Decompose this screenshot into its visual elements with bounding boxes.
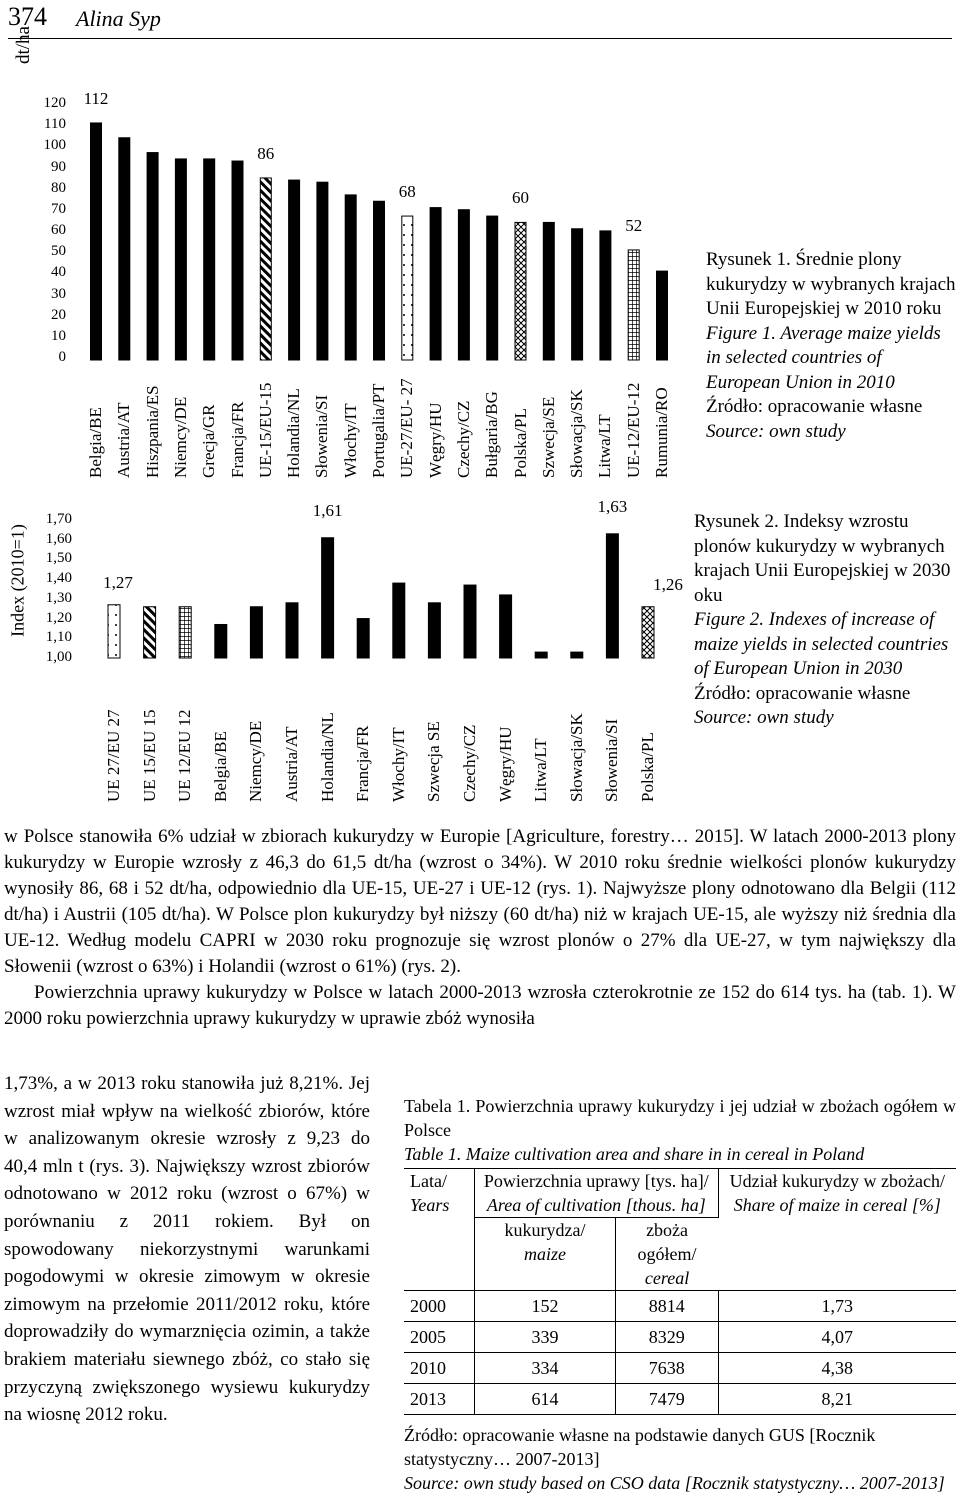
y-tick-label: 40 xyxy=(51,264,66,281)
table-header-cereal xyxy=(616,1218,719,1291)
bars-plot xyxy=(80,496,700,680)
data-label: 112 xyxy=(83,88,109,108)
bar-belgia-be xyxy=(91,123,102,360)
y-tick-label: 1,00 xyxy=(45,649,72,665)
bar-słowacja-sk xyxy=(571,652,583,658)
bar-słowenia-si xyxy=(606,534,618,658)
bar-polska-pl xyxy=(642,607,654,658)
bar-litwa-lt xyxy=(535,652,547,658)
y-tick-label: 90 xyxy=(51,158,66,175)
figure-2-source-pl: Źródło: opracowanie własne xyxy=(694,682,911,704)
y-tick-label: 80 xyxy=(51,179,66,196)
bar-włochy-it xyxy=(393,583,405,658)
y-tick-label: 1,60 xyxy=(45,530,72,547)
x-category-label: Słowacja/SK xyxy=(567,389,587,478)
header-year-pl: Lata/ xyxy=(410,1171,447,1191)
table-1-source-en: Source: own study based on CSO data [Rocznik statystyczny… 2007-2013] xyxy=(404,1473,945,1493)
page-number: 374 xyxy=(8,2,47,31)
data-label: 68 xyxy=(398,182,416,202)
y-axis-title: dt/ha xyxy=(13,26,34,64)
header-maize-pl: kukurydza/ xyxy=(504,1220,586,1240)
bar-francja-fr xyxy=(232,161,243,360)
header-cereal-en: cereal xyxy=(644,1268,690,1288)
x-category-label: UE-15/EU-15 xyxy=(255,382,275,478)
y-tick-label: 30 xyxy=(51,285,66,302)
bar-niemcy-de xyxy=(175,159,186,360)
y-tick-label: 1,20 xyxy=(45,609,72,626)
data-label: 1,26 xyxy=(653,574,683,594)
x-category-label: Słowenia/SI xyxy=(602,718,622,802)
x-category-label: UE-27/EU- 27 xyxy=(397,378,417,478)
header-area-en: Area of cultivation [thous. ha] xyxy=(486,1195,706,1215)
bar-grecja-gr xyxy=(204,159,215,360)
header-share-pl: Udział kukurydzy w zbożach/ xyxy=(729,1171,945,1191)
x-category-label: Holandia/NL xyxy=(317,712,337,802)
y-tick-label: 1,70 xyxy=(45,511,72,527)
y-tick-label: 20 xyxy=(51,306,66,323)
x-category-label: Włochy/IT xyxy=(340,403,360,478)
x-category-label: Litwa/LT xyxy=(531,738,551,802)
y-tick-label: 50 xyxy=(51,243,66,260)
x-category-label: Austria/AT xyxy=(282,726,301,802)
page-header xyxy=(8,0,952,39)
table-header-share xyxy=(718,1169,956,1291)
data-label: 60 xyxy=(512,188,529,208)
header-cereal-pl: zboża ogółem/ xyxy=(637,1220,697,1264)
x-category-label: Węgry/HU xyxy=(495,726,515,802)
y-tick-label: 1,30 xyxy=(45,589,72,606)
data-label: 1,27 xyxy=(103,572,133,592)
x-category-label: Litwa/LT xyxy=(595,414,615,478)
x-category-label: Polska/PL xyxy=(510,408,530,478)
y-tick-label: 0 xyxy=(58,349,66,365)
table-row xyxy=(404,1291,956,1322)
table-header-maize xyxy=(475,1218,616,1291)
y-tick-label: 120 xyxy=(43,95,66,111)
x-category-label: Słowacja/SK xyxy=(566,713,586,802)
cell-cereal: 7638 xyxy=(616,1353,719,1384)
x-category-label: Francja/FR xyxy=(353,725,373,802)
bar-szwecja-se xyxy=(543,222,554,360)
data-label: 52 xyxy=(625,215,643,235)
x-category-label: Grecja/GR xyxy=(199,404,219,478)
figure-2-source-en: Source: own study xyxy=(694,707,834,728)
header-area-pl: Powierzchnia uprawy [tys. ha]/ xyxy=(483,1171,709,1191)
bar-czechy-cz xyxy=(464,585,476,658)
bar-litwa-lt xyxy=(600,231,611,360)
y-tick-label: 1,10 xyxy=(45,629,72,646)
x-category-label: Czechy/CZ xyxy=(460,724,479,802)
y-tick-label: 70 xyxy=(51,200,66,217)
bar-słowenia-si xyxy=(317,182,328,360)
bar-bułgaria-bg xyxy=(487,216,498,360)
x-category-label: Francja/FR xyxy=(227,401,247,478)
bar-ue-15-eu-15 xyxy=(260,178,271,360)
x-category-label: UE 15/EU 15 xyxy=(139,709,159,802)
y-tick-label: 10 xyxy=(51,327,66,344)
running-author: Alina Syp xyxy=(76,6,161,31)
bar-niemcy-de xyxy=(250,607,262,658)
x-category-label: Belgia/BE xyxy=(210,731,230,802)
bar-węgry-hu xyxy=(500,595,512,658)
body-paragraph-2-column xyxy=(4,1070,370,1429)
y-tick-label: 60 xyxy=(51,222,66,238)
cell-year: 2010 xyxy=(404,1353,475,1384)
figure-2-caption-en: Figure 2. Indexes of increase of maize yields in selected countries of European Union in 2030 xyxy=(694,609,949,679)
body-paragraph-1 xyxy=(4,824,956,1032)
cell-cereal: 7479 xyxy=(616,1384,719,1415)
table-row xyxy=(404,1322,956,1353)
y-tick-label: 1,50 xyxy=(45,550,72,567)
bar-ue-12-eu-12 xyxy=(628,250,639,360)
cell-share: 8,21 xyxy=(718,1384,956,1415)
table-1-title-en: Table 1. Maize cultivation area and share in in cereal in Poland xyxy=(404,1144,865,1164)
x-category-label: Włochy/IT xyxy=(388,727,408,802)
x-category-label: Niemcy/DE xyxy=(170,396,190,478)
cell-year: 2013 xyxy=(404,1384,475,1415)
bar-holandia-nl xyxy=(322,538,334,658)
figure-1-source-pl: Źródło: opracowanie własne xyxy=(706,396,923,417)
data-label: 86 xyxy=(257,143,275,163)
figure-2-caption-pl: Rysunek 2. Indeksy wzrostu plonów kukurydzy w wybranych krajach Unii Europejskiej w 2030 oku xyxy=(694,511,951,606)
x-category-label: UE 12/EU 12 xyxy=(175,709,195,802)
header-share-en: Share of maize in cereal [%] xyxy=(733,1195,941,1215)
x-category-label: Bułgaria/BG xyxy=(482,391,502,478)
bar-holandia-nl xyxy=(289,180,300,360)
x-category-label: Austria/AT xyxy=(114,402,134,478)
x-category-label: Belgia/BE xyxy=(86,407,105,478)
cell-share: 1,73 xyxy=(718,1291,956,1322)
bar-węgry-hu xyxy=(430,208,441,360)
figure-1-caption-pl: Rysunek 1. Średnie plony kukurydzy w wybranych krajach Unii Europejskiej w 2010 roku xyxy=(706,249,956,319)
table-1-title-pl: Tabela 1. Powierzchnia uprawy kukurydzy i jej udział w zbożach ogółem w Polsce xyxy=(404,1096,956,1140)
bar-ue-27-eu-27 xyxy=(108,605,120,658)
bar-rumunia-ro xyxy=(657,271,668,360)
figure-1-caption-en: Figure 1. Average maize yields in selected countries of European Union in 2010 xyxy=(706,322,941,393)
header-year-en: Years xyxy=(410,1195,450,1215)
table-1-block xyxy=(404,1094,956,1495)
cell-cereal: 8329 xyxy=(616,1322,719,1353)
cell-share: 4,38 xyxy=(718,1353,956,1384)
bars-plot xyxy=(80,80,680,380)
x-category-label: Czechy/CZ xyxy=(453,400,473,478)
table-1-source-pl: Źródło: opracowanie własne na podstawie danych GUS [Rocznik statystyczny… 2007-2013] xyxy=(404,1425,876,1469)
bar-austria-at xyxy=(286,603,298,658)
y-tick-label: 100 xyxy=(43,137,66,154)
bar-belgia-be xyxy=(215,624,227,658)
x-category-label: UE-12/EU-12 xyxy=(623,382,643,478)
figure-1-caption xyxy=(706,248,956,444)
table-header-area xyxy=(475,1169,719,1218)
bar-hiszpania-es xyxy=(147,153,158,360)
bar-ue-15-eu-15 xyxy=(144,607,156,658)
figure-2-caption xyxy=(694,510,956,731)
cell-cereal: 8814 xyxy=(616,1291,719,1322)
x-category-label: Polska/PL xyxy=(638,732,657,802)
x-category-label: Słowenia/SI xyxy=(312,394,332,478)
x-category-label: Holandia/NL xyxy=(284,388,304,478)
bar-francja-fr xyxy=(357,619,369,658)
y-tick-label: 110 xyxy=(44,116,66,133)
table-row xyxy=(404,1384,956,1415)
cell-maize: 339 xyxy=(475,1322,616,1353)
bar-słowacja-sk xyxy=(572,229,583,360)
y-axis-title: Index (2010=1) xyxy=(7,524,28,637)
bar-polska-pl xyxy=(515,222,526,360)
figure-1-source-en: Source: own study xyxy=(706,420,846,442)
bar-austria-at xyxy=(119,138,130,360)
x-category-label: Węgry/HU xyxy=(425,402,445,478)
bar-czechy-cz xyxy=(458,210,469,360)
paragraph-1: w Polsce stanowiła 6% udział w zbiorach kukurydzy w Europie [Agriculture, forestry… 2015]. W latach 2000-2013 plony kukurydzy w Europie wzrosły z 46,3 do 61,5 dt/ha (wzrost o 34%). W 2010 roku średnie wielkości plonów kukurydzy wynosiły 86, 68 i 52 dt/ha, odpowiednio dla UE-15, UE-27 i UE-12 (rys. 1). Najwyższe plony odnotowano dla Belgii (112 dt/ha) i Austrii (105 dt/ha). W Polsce plon kukurydzy był niższy (60 dt/ha) niż w krajach UE-15, ale wyższy niż średnia dla UE-12. Według modelu CAPRI w 2030 roku prognozuje się wzrost plonów o 27% dla UE-27, w tym największy dla Słowenii (wzrost o 63%) i Holandii (wzrost o 61%) (rys. 2). xyxy=(4,826,956,977)
x-category-label: Niemcy/DE xyxy=(246,720,266,802)
bar-portugalia-pt xyxy=(374,201,385,360)
y-tick-label: 1,40 xyxy=(45,570,72,587)
cell-year: 2000 xyxy=(404,1291,475,1322)
x-category-label: Hiszpania/ES xyxy=(142,385,162,478)
cell-year: 2005 xyxy=(404,1322,475,1353)
table-1 xyxy=(404,1168,956,1415)
bar-szwecja-se xyxy=(428,603,440,658)
x-category-label: UE 27/EU 27 xyxy=(104,709,123,802)
cell-share: 4,07 xyxy=(718,1322,956,1353)
cell-maize: 334 xyxy=(475,1353,616,1384)
paragraph-2-column: 1,73%, a w 2013 roku stanowiła już 8,21%. Jej wzrost miał wpływ na wielkość zbiorów, które w analizowanym okresie wzrosły z 9,23 do 40,4 mln t (rys. 3). Największy wzrost zbiorów odnotowano w 2012 roku (wzrost o 67%) w porównaniu z 2011 rokiem. Był on spowodowany niekorzystnymi warunkami pogodowymi w okresie zimowym w okresie zimowym na przełomie 2011/2012 roku, które doprowadziły do wymarznięcia ozimin, a także brakiem materiału siewnego zbóż, co stało się przyczyną zwiększonego wysiewu kukurydzy na wiosnę 2012 roku. xyxy=(4,1073,370,1426)
bar-ue-27-eu-27 xyxy=(402,216,413,360)
table-row xyxy=(404,1353,956,1384)
bar-ue-12-eu-12 xyxy=(179,607,191,658)
data-label: 1,63 xyxy=(597,496,628,516)
x-category-label: Portugalia/PT xyxy=(369,383,388,478)
data-label: 1,61 xyxy=(312,500,343,520)
bar-włochy-it xyxy=(345,195,356,360)
cell-maize: 614 xyxy=(475,1384,616,1415)
cell-maize: 152 xyxy=(475,1291,616,1322)
header-maize-en: maize xyxy=(524,1244,566,1264)
paragraph-2-full-width: Powierzchnia uprawy kukurydzy w Polsce w latach 2000-2013 wzrosła czterokrotnie ze 152 do 614 tys. ha (tab. 1). W 2000 roku powierzchnia uprawy kukurydzy w uprawie zbóż wynosiła xyxy=(4,982,956,1029)
x-category-label: Szwecja/SE xyxy=(538,396,558,478)
table-header-year xyxy=(404,1169,475,1291)
x-category-label: Szwecja SE xyxy=(424,721,444,802)
x-category-label: Rumunia/RO xyxy=(652,387,671,478)
